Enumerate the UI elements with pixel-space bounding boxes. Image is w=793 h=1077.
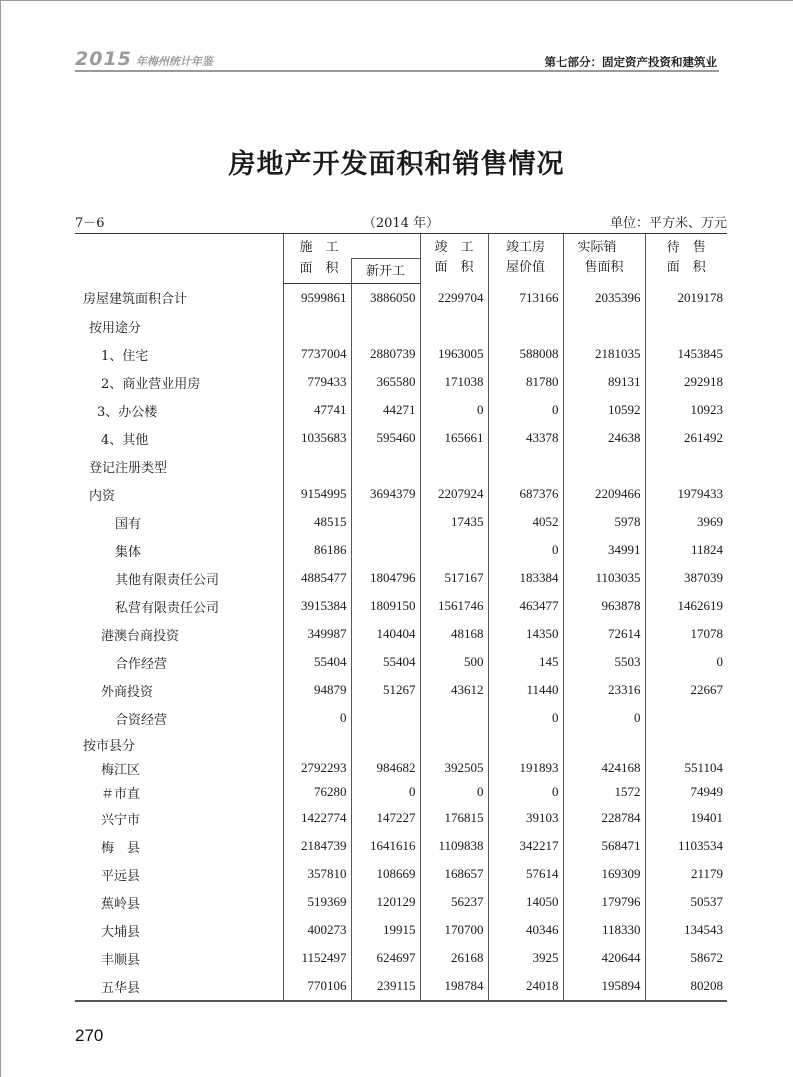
cell-value: 3915384 — [283, 592, 351, 620]
cell-value — [563, 312, 645, 340]
cell-value: 94879 — [283, 676, 351, 704]
cell-value: 463477 — [488, 592, 563, 620]
cell-value: 72614 — [563, 620, 645, 648]
cell-value — [420, 704, 488, 732]
table-row — [75, 804, 727, 832]
cell-value: 0 — [488, 396, 563, 424]
cell-value: 3969 — [645, 508, 727, 536]
cell-value: 713166 — [488, 284, 563, 313]
header-completed-value — [488, 234, 563, 284]
cell-value: 80208 — [645, 972, 727, 1001]
cell-value: 588008 — [488, 340, 563, 368]
cell-value — [283, 732, 351, 756]
cell-value: 118330 — [563, 916, 645, 944]
header-completed-area — [420, 234, 488, 284]
table-row — [75, 648, 727, 676]
cell-value: 1462619 — [645, 592, 727, 620]
cell-value: 170700 — [420, 916, 488, 944]
cell-value: 517167 — [420, 564, 488, 592]
table-row — [75, 888, 727, 916]
table-row — [75, 780, 727, 804]
cell-value: 1809150 — [351, 592, 420, 620]
row-label: 国有 — [115, 516, 142, 532]
row-label: 合资经营 — [115, 712, 168, 728]
row-label: 合作经营 — [115, 656, 168, 672]
table-row — [75, 312, 727, 340]
header-text: 竣 工 — [434, 240, 474, 255]
cell-value — [283, 312, 351, 340]
cell-value: 55404 — [351, 648, 420, 676]
row-label: 外商投资 — [101, 684, 154, 700]
table-row — [75, 536, 727, 564]
cell-value: 179796 — [563, 888, 645, 916]
row-label: 按用途分 — [89, 320, 142, 336]
cell-value: 81780 — [488, 368, 563, 396]
cell-value: 10923 — [645, 396, 727, 424]
row-label: 内资 — [89, 488, 116, 504]
cell-value: 14050 — [488, 888, 563, 916]
cell-value — [351, 508, 420, 536]
page-number: 270 — [75, 1026, 104, 1045]
cell-value: 43378 — [488, 424, 563, 452]
cell-value — [420, 312, 488, 340]
cell-value: 108669 — [351, 860, 420, 888]
cell-value — [645, 452, 727, 480]
table-meta — [75, 212, 727, 232]
header-label-cell — [75, 234, 283, 284]
cell-value: 56237 — [420, 888, 488, 916]
table-row — [75, 396, 727, 424]
header-actual-sales-area — [563, 234, 645, 284]
cell-value: 0 — [488, 536, 563, 564]
cell-value: 168657 — [420, 860, 488, 888]
cell-value: 2299704 — [420, 284, 488, 313]
cell-value: 147227 — [351, 804, 420, 832]
cell-value: 19915 — [351, 916, 420, 944]
row-label: 大埔县 — [101, 924, 141, 940]
cell-value: 145 — [488, 648, 563, 676]
header-text: 待 售 — [666, 240, 706, 255]
cell-value: 357810 — [283, 860, 351, 888]
cell-value: 0 — [283, 704, 351, 732]
cell-value: 228784 — [563, 804, 645, 832]
row-label: 兴宁市 — [101, 812, 141, 828]
cell-value: 1035683 — [283, 424, 351, 452]
cell-value: 3886050 — [351, 284, 420, 313]
cell-value — [351, 704, 420, 732]
table-row — [75, 756, 727, 780]
cell-value — [645, 732, 727, 756]
cell-value: 2209466 — [563, 480, 645, 508]
row-label: 房屋建筑面积合计 — [83, 292, 188, 308]
table-row — [75, 424, 727, 452]
header-construction-area-line2 — [283, 259, 351, 284]
cell-value — [488, 312, 563, 340]
row-label: 按市县分 — [83, 738, 136, 754]
row-label: 私营有限责任公司 — [115, 600, 220, 616]
cell-value: 86186 — [283, 536, 351, 564]
cell-value: 2880739 — [351, 340, 420, 368]
cell-value: 89131 — [563, 368, 645, 396]
cell-value: 74949 — [645, 780, 727, 804]
row-label: 五华县 — [75, 972, 283, 1001]
yearbook-logo — [75, 48, 213, 70]
cell-value: 4885477 — [283, 564, 351, 592]
cell-value: 11824 — [645, 536, 727, 564]
cell-value: 120129 — [351, 888, 420, 916]
cell-value: 342217 — [488, 832, 563, 860]
cell-value: 624697 — [351, 944, 420, 972]
cell-value: 198784 — [420, 972, 488, 1001]
cell-value: 23316 — [563, 676, 645, 704]
cell-value: 195894 — [563, 972, 645, 1001]
cell-value — [488, 452, 563, 480]
table-row — [75, 944, 727, 972]
table-year: （2014 年） — [362, 216, 440, 231]
cell-value — [645, 312, 727, 340]
brand-year: 2015 — [75, 48, 132, 70]
cell-value: 770106 — [283, 972, 351, 1001]
cell-value: 140404 — [351, 620, 420, 648]
cell-value — [563, 732, 645, 756]
cell-value — [351, 732, 420, 756]
row-label: 2、商业营业用房 — [101, 376, 201, 392]
cell-value: 261492 — [645, 424, 727, 452]
table-row — [75, 480, 727, 508]
row-label: 其他有限责任公司 — [115, 572, 220, 588]
section-title: 第七部分：固定资产投资和建筑业 — [544, 55, 717, 69]
row-label: 平远县 — [101, 868, 141, 884]
row-label: 登记注册类型 — [89, 460, 168, 476]
cell-value: 0 — [420, 396, 488, 424]
cell-value: 11440 — [488, 676, 563, 704]
header-text: 施 工 — [299, 240, 339, 255]
cell-value: 1422774 — [283, 804, 351, 832]
cell-value: 57614 — [488, 860, 563, 888]
cell-value: 176815 — [420, 804, 488, 832]
cell-value: 10592 — [563, 396, 645, 424]
cell-value — [420, 452, 488, 480]
cell-value: 779433 — [283, 368, 351, 396]
cell-value: 568471 — [563, 832, 645, 860]
cell-value — [420, 536, 488, 564]
brand-name: 年梅州统计年鉴 — [135, 55, 213, 68]
cell-value: 3925 — [488, 944, 563, 972]
cell-value: 0 — [420, 780, 488, 804]
cell-value: 22667 — [645, 676, 727, 704]
table-row — [75, 592, 727, 620]
cell-value: 239115 — [351, 972, 420, 1001]
table-row — [75, 732, 727, 756]
cell-value: 55404 — [283, 648, 351, 676]
header-divider — [75, 70, 719, 72]
cell-value: 1979433 — [645, 480, 727, 508]
cell-value: 24018 — [488, 972, 563, 1001]
cell-value: 387039 — [645, 564, 727, 592]
cell-value: 58672 — [645, 944, 727, 972]
cell-value: 17435 — [420, 508, 488, 536]
cell-value: 19401 — [645, 804, 727, 832]
cell-value: 2181035 — [563, 340, 645, 368]
cell-value: 51267 — [351, 676, 420, 704]
row-label: 丰顺县 — [101, 952, 141, 968]
cell-value: 1641616 — [351, 832, 420, 860]
cell-value: 349987 — [283, 620, 351, 648]
header-construction-area — [283, 234, 420, 259]
cell-value: 1453845 — [645, 340, 727, 368]
cell-value: 2184739 — [283, 832, 351, 860]
cell-value: 424168 — [563, 756, 645, 780]
cell-value: 183384 — [488, 564, 563, 592]
cell-value: 1103534 — [645, 832, 727, 860]
cell-value — [351, 452, 420, 480]
cell-value: 1109838 — [420, 832, 488, 860]
table-row — [75, 676, 727, 704]
row-label: 蕉岭县 — [101, 896, 141, 912]
cell-value: 0 — [563, 704, 645, 732]
table-unit: 单位：平方米、万元 — [609, 216, 727, 231]
table-row — [75, 452, 727, 480]
table-row — [75, 340, 727, 368]
cell-value: 2207924 — [420, 480, 488, 508]
row-label: 港澳台商投资 — [101, 628, 180, 644]
table-row — [75, 564, 727, 592]
cell-value: 984682 — [351, 756, 420, 780]
table-row — [75, 916, 727, 944]
table-row — [75, 704, 727, 732]
header-text: 售面积 — [584, 260, 624, 275]
cell-value: 519369 — [283, 888, 351, 916]
cell-value: 0 — [351, 780, 420, 804]
cell-value: 44271 — [351, 396, 420, 424]
header-new-construction: 新开工 — [351, 259, 420, 284]
cell-value: 76280 — [283, 780, 351, 804]
cell-value: 687376 — [488, 480, 563, 508]
table-number: 7－6 — [75, 216, 105, 231]
cell-value: 24638 — [563, 424, 645, 452]
cell-value: 9599861 — [283, 284, 351, 313]
cell-value — [420, 732, 488, 756]
cell-value: 171038 — [420, 368, 488, 396]
cell-value: 292918 — [645, 368, 727, 396]
cell-value: 2035396 — [563, 284, 645, 313]
cell-value: 191893 — [488, 756, 563, 780]
cell-value: 1561746 — [420, 592, 488, 620]
cell-value — [645, 704, 727, 732]
row-label: 3、办公楼 — [97, 404, 158, 420]
cell-value: 134543 — [645, 916, 727, 944]
cell-value: 420644 — [563, 944, 645, 972]
cell-value: 165661 — [420, 424, 488, 452]
cell-value: 595460 — [351, 424, 420, 452]
cell-value: 3694379 — [351, 480, 420, 508]
cell-value — [351, 312, 420, 340]
cell-value: 5503 — [563, 648, 645, 676]
cell-value: 39103 — [488, 804, 563, 832]
table-row — [75, 972, 727, 1001]
table-row — [75, 620, 727, 648]
cell-value — [563, 452, 645, 480]
cell-value: 17078 — [645, 620, 727, 648]
cell-value: 0 — [488, 780, 563, 804]
cell-value: 400273 — [283, 916, 351, 944]
cell-value — [283, 452, 351, 480]
header-text: 竣工房 — [506, 240, 546, 255]
table-row — [75, 860, 727, 888]
row-label: 1、住宅 — [101, 348, 149, 364]
header-text: 面 积 — [434, 260, 474, 275]
row-label: 4、其他 — [101, 432, 149, 448]
cell-value: 1804796 — [351, 564, 420, 592]
cell-value: 1103035 — [563, 564, 645, 592]
data-table — [75, 233, 727, 1002]
cell-value: 1963005 — [420, 340, 488, 368]
cell-value: 963878 — [563, 592, 645, 620]
row-label: ＃市直 — [101, 786, 141, 802]
cell-value: 1152497 — [283, 944, 351, 972]
cell-value: 551104 — [645, 756, 727, 780]
table-row — [75, 832, 727, 860]
row-label: 梅江区 — [101, 762, 141, 778]
cell-value: 7737004 — [283, 340, 351, 368]
cell-value: 2019178 — [645, 284, 727, 313]
header-for-sale-area — [645, 234, 727, 284]
page-title: 房地产开发面积和销售情况 — [228, 149, 565, 180]
cell-value — [351, 536, 420, 564]
cell-value: 47741 — [283, 396, 351, 424]
header-text: 实际销 — [577, 240, 617, 255]
cell-value: 34991 — [563, 536, 645, 564]
page-border-top — [0, 0, 793, 1]
cell-value: 4052 — [488, 508, 563, 536]
table-row — [75, 508, 727, 536]
header-text: 屋价值 — [506, 260, 546, 275]
cell-value: 21179 — [645, 860, 727, 888]
header-text: 面 积 — [299, 260, 339, 276]
cell-value: 2792293 — [283, 756, 351, 780]
cell-value: 500 — [420, 648, 488, 676]
cell-value: 48168 — [420, 620, 488, 648]
cell-value: 50537 — [645, 888, 727, 916]
cell-value: 14350 — [488, 620, 563, 648]
cell-value: 5978 — [563, 508, 645, 536]
row-label: 梅 县 — [101, 840, 141, 856]
cell-value: 1572 — [563, 780, 645, 804]
row-label: 集体 — [115, 544, 142, 560]
table-row — [75, 284, 727, 313]
header-text: 面 积 — [666, 260, 706, 275]
cell-value: 392505 — [420, 756, 488, 780]
cell-value: 26168 — [420, 944, 488, 972]
table-row — [75, 368, 727, 396]
cell-value: 169309 — [563, 860, 645, 888]
cell-value: 48515 — [283, 508, 351, 536]
cell-value: 40346 — [488, 916, 563, 944]
cell-value — [488, 732, 563, 756]
cell-value: 9154995 — [283, 480, 351, 508]
cell-value: 0 — [488, 704, 563, 732]
cell-value: 43612 — [420, 676, 488, 704]
cell-value: 365580 — [351, 368, 420, 396]
cell-value: 0 — [645, 648, 727, 676]
